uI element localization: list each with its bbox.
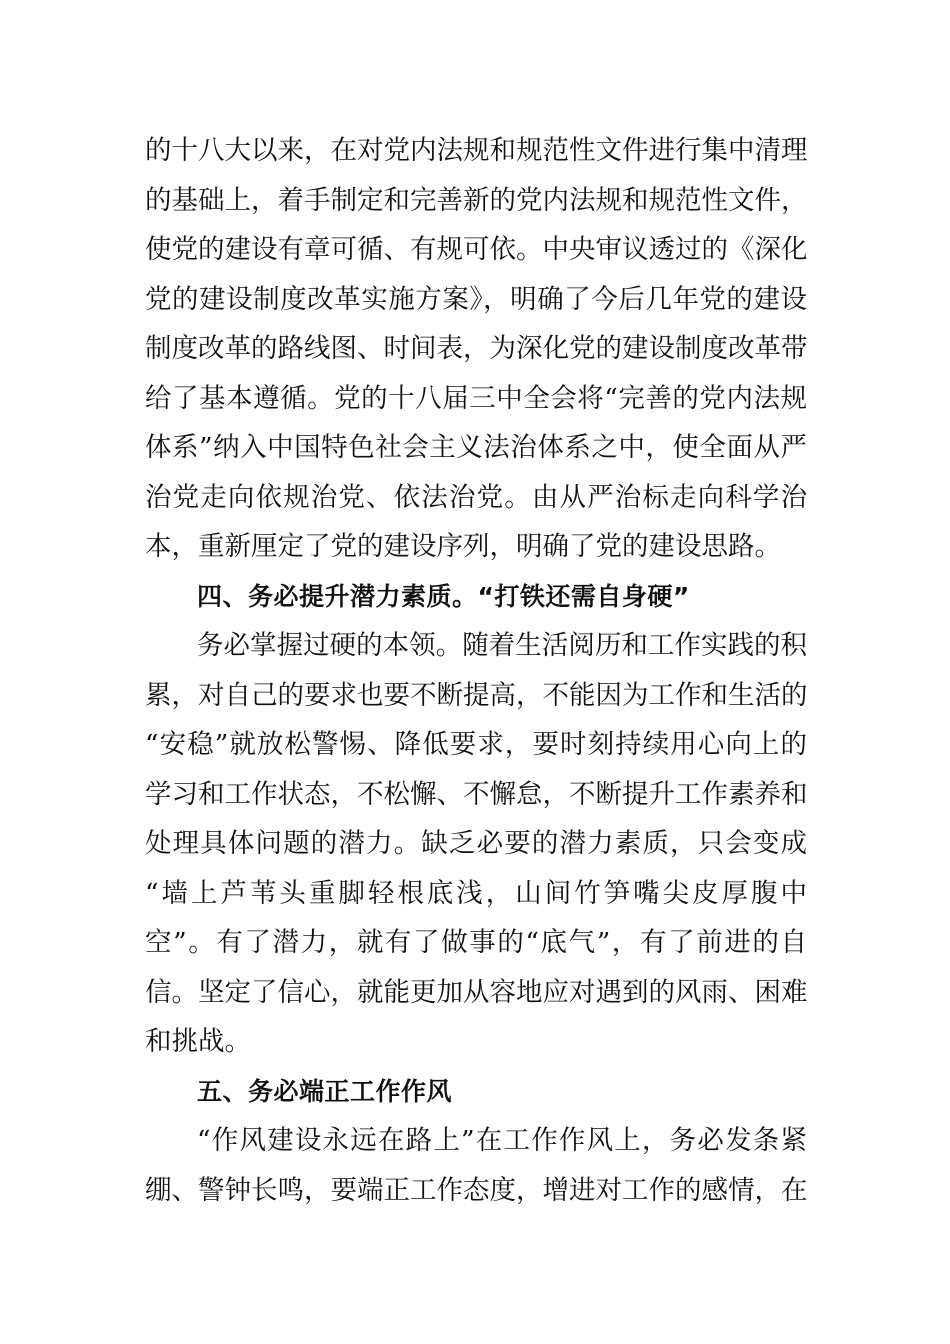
paragraph-line-13: “安稳”就放松警惕、降低要求，要时刻持续用心向上的 [145, 729, 807, 760]
document-body [145, 126, 807, 1215]
paragraph-line-6: 给了基本遵循。党的十八届三中全会将“完善的党内法规 [145, 382, 807, 414]
paragraph-line-1: 的十八大以来，在对党内法规和规范性文件进行集中清理 [145, 135, 808, 166]
section-heading-5: 五、务必端正工作作风 [197, 1076, 453, 1106]
paragraph-line-17: 空”。有了潜力，就有了做事的“底气”，有了前进的自 [145, 927, 807, 958]
paragraph-line-11: 务必掌握过硬的本领。随着生活阅历和工作实践的积 [197, 630, 807, 661]
paragraph-line-12: 累，对自己的要求也要不断提高，不能因为工作和生活的 [145, 679, 808, 711]
paragraph-line-7: 体系”纳入中国特色社会主义法治体系之中，使全面从严 [145, 432, 807, 463]
paragraph-line-8: 治党走向依规治党、依法治党。由从严治标走向科学治 [145, 481, 807, 513]
paragraph-line-19: 和挑战。 [145, 1026, 251, 1057]
paragraph-line-21: “作风建设永远在路上”在工作作风上，务必发条紧 [197, 1125, 807, 1156]
paragraph-line-16: “墙上芦苇头重脚轻根底浅，山间竹笋嘴尖皮厚腹中 [145, 877, 807, 909]
paragraph-line-15: 处理具体问题的潜力。缺乏必要的潜力素质，只会变成 [145, 828, 807, 859]
paragraph-line-14: 学习和工作状态，不松懈、不懈怠，不断提升工作素养和 [145, 778, 808, 810]
paragraph-line-22: 绷、警钟长鸣，要端正工作态度，增进对工作的感情，在 [145, 1174, 808, 1206]
paragraph-line-5: 制度改革的路线图、时间表，为深化党的建设制度改革带 [145, 333, 808, 364]
paragraph-line-2: 的基础上，着手制定和完善新的党内法规和规范性文件， [145, 184, 808, 216]
paragraph-line-9: 本，重新厘定了党的建设序列，明确了党的建设思路。 [145, 531, 781, 562]
section-heading-4: 四、务必提升潜力素质。“打铁还需自身硬” [197, 581, 690, 611]
paragraph-line-4: 党的建设制度改革实施方案》，明确了今后几年党的建设 [145, 283, 807, 315]
paragraph-line-3: 使党的建设有章可循、有规可依。中央审议透过的《深化 [145, 234, 808, 265]
paragraph-line-18: 信。坚定了信心，就能更加从容地应对遇到的风雨、困难 [145, 976, 808, 1008]
